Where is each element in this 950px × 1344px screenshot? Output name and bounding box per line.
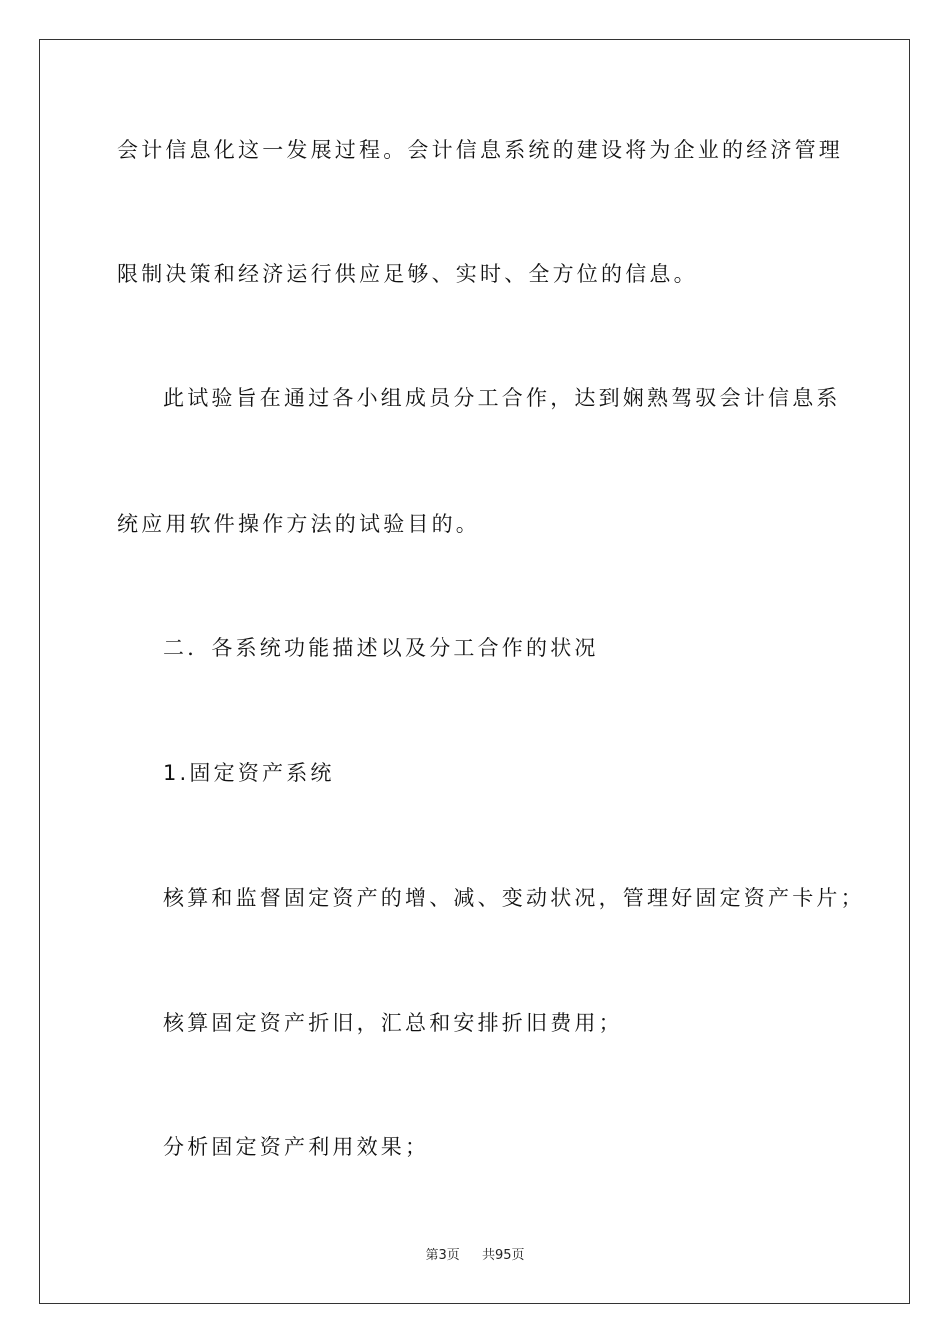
page-number-total: 共95页 — [482, 1248, 525, 1263]
body-paragraph-line: 此试验旨在通过各小组成员分工合作，达到娴熟驾驭会计信息系 — [163, 386, 841, 410]
page-number-current: 第3页 — [425, 1248, 460, 1263]
body-paragraph-line: 核算和监督固定资产的增、减、变动状况，管理好固定资产卡片； — [163, 886, 865, 910]
body-paragraph-line: 会计信息化这一发展过程。会计信息系统的建设将为企业的经济管理 — [117, 138, 843, 162]
body-paragraph-line: 统应用软件操作方法的试验目的。 — [117, 512, 480, 536]
subsection-heading: 1.固定资产系统 — [163, 761, 335, 785]
section-heading: 二．各系统功能描述以及分工合作的状况 — [163, 636, 599, 660]
body-paragraph-line: 限制决策和经济运行供应足够、实时、全方位的信息。 — [117, 262, 698, 286]
page-footer — [0, 1247, 950, 1265]
body-paragraph-line: 分析固定资产利用效果； — [163, 1135, 430, 1159]
page-border — [39, 39, 910, 1304]
body-paragraph-line: 核算固定资产折旧，汇总和安排折旧费用； — [163, 1011, 623, 1035]
